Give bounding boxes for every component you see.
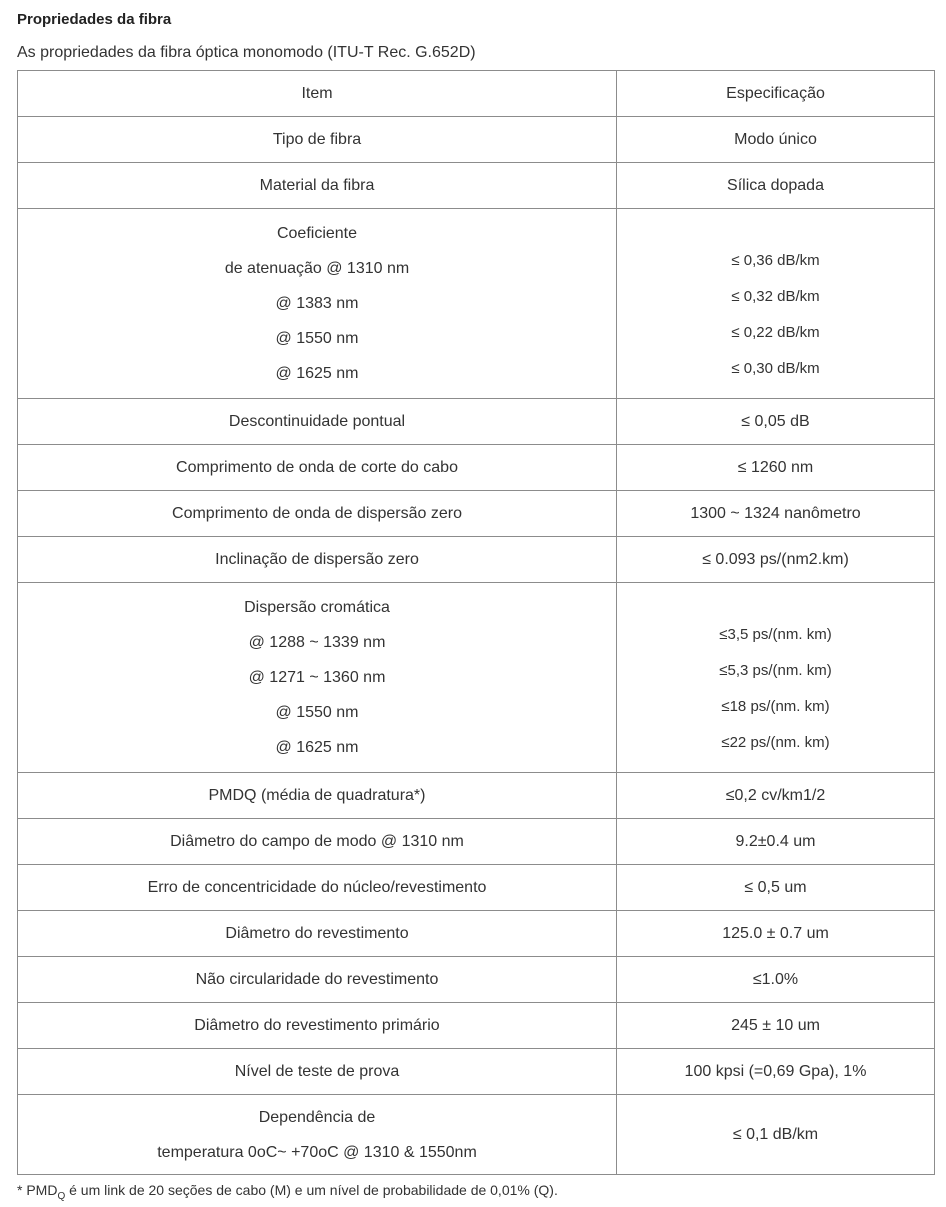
spec-line: 1300 ~ 1324 nanômetro (690, 505, 861, 522)
spec-cell (617, 537, 935, 583)
spec-line: ≤ 0,22 dB/km (731, 323, 820, 341)
spec-line: ≤ 0,05 dB (741, 413, 810, 430)
footnote-prefix: * PMD (17, 1182, 58, 1198)
table-row (18, 445, 935, 491)
item-line: Erro de concentricidade do núcleo/revestimento (147, 879, 487, 896)
item-cell (18, 957, 617, 1003)
spec-cell (617, 163, 935, 209)
item-line: Comprimento de onda de corte do cabo (176, 459, 458, 476)
item-cell (18, 819, 617, 865)
spec-line: ≤0,2 cv/km1/2 (725, 787, 826, 804)
item-line: Não circularidade do revestimento (195, 971, 439, 988)
item-cell (18, 583, 617, 773)
spec-cell (617, 911, 935, 957)
spec-line: 125.0 ± 0.7 um (722, 925, 829, 942)
item-line: Comprimento de onda de dispersão zero (172, 505, 462, 522)
spec-line: ≤ 0,32 dB/km (731, 287, 820, 305)
spec-line: ≤ 0.093 ps/(nm2.km) (702, 551, 849, 568)
header-item: Item (18, 71, 617, 117)
item-line: @ 1288 ~ 1339 nm (248, 634, 386, 651)
table-row (18, 1095, 935, 1175)
item-line: Inclinação de dispersão zero (215, 551, 419, 568)
spec-line: ≤1.0% (752, 971, 799, 988)
spec-line: ≤5,3 ps/(nm. km) (719, 661, 832, 679)
item-cell (18, 911, 617, 957)
footnote-text: é um link de 20 seções de cabo (M) e um nível de probabilidade de 0,01% (Q). (65, 1182, 558, 1198)
item-line: Diâmetro do revestimento primário (194, 1017, 440, 1034)
spec-line: 9.2±0.4 um (735, 833, 816, 850)
section-title: Propriedades da fibra (17, 11, 172, 28)
item-line: Descontinuidade pontual (228, 413, 406, 430)
item-line: @ 1550 nm (275, 704, 359, 721)
spec-cell (617, 1095, 935, 1175)
item-line: Coeficiente (276, 225, 358, 242)
spec-cell (617, 399, 935, 445)
table-row (18, 537, 935, 583)
table-row (18, 773, 935, 819)
table-row (18, 117, 935, 163)
item-line: @ 1625 nm (275, 365, 359, 382)
spec-line: Modo único (734, 131, 817, 148)
table-row (18, 957, 935, 1003)
item-cell (18, 1003, 617, 1049)
table-row (18, 819, 935, 865)
item-line: Material da fibra (259, 177, 375, 194)
item-cell (18, 865, 617, 911)
footnote (17, 1182, 558, 1202)
item-line: @ 1625 nm (275, 739, 359, 756)
table-row (18, 209, 935, 399)
spec-line: 100 kpsi (=0,69 Gpa), 1% (684, 1063, 867, 1080)
item-cell (18, 445, 617, 491)
item-line: @ 1383 nm (275, 295, 359, 312)
spec-cell (617, 117, 935, 163)
table-row (18, 583, 935, 773)
spec-cell (617, 491, 935, 537)
header-spec: Especificação (617, 71, 935, 117)
item-line: de atenuação @ 1310 nm (224, 260, 410, 277)
item-cell (18, 209, 617, 399)
table-header-row (18, 71, 935, 117)
table-row (18, 1003, 935, 1049)
item-line: Diâmetro do campo de modo @ 1310 nm (170, 833, 464, 850)
spec-line: ≤ 0,36 dB/km (731, 251, 820, 269)
item-line: @ 1550 nm (275, 330, 359, 347)
item-line: @ 1271 ~ 1360 nm (248, 669, 386, 686)
table-caption: As propriedades da fibra óptica monomodo (ITU-T Rec. G.652D) (17, 44, 476, 61)
footnote-subscript: Q (57, 1190, 66, 1202)
item-cell (18, 491, 617, 537)
spec-cell (617, 773, 935, 819)
spec-line: ≤ 0,5 um (744, 879, 807, 896)
item-line: Dependência de (258, 1108, 376, 1126)
table-row (18, 399, 935, 445)
spec-cell (617, 865, 935, 911)
spec-cell (617, 445, 935, 491)
spec-line: ≤ 1260 nm (737, 459, 814, 476)
item-cell (18, 163, 617, 209)
spec-cell (617, 957, 935, 1003)
fiber-properties-table (17, 70, 935, 1175)
item-line: Dispersão cromática (244, 599, 390, 616)
item-line: Tipo de fibra (272, 131, 362, 148)
spec-line: ≤3,5 ps/(nm. km) (719, 625, 832, 643)
item-cell (18, 1095, 617, 1175)
spec-cell (617, 209, 935, 399)
spec-cell (617, 583, 935, 773)
item-cell (18, 1049, 617, 1095)
table-row (18, 491, 935, 537)
item-cell (18, 773, 617, 819)
spec-cell (617, 819, 935, 865)
item-line: Nível de teste de prova (234, 1063, 400, 1080)
item-cell (18, 399, 617, 445)
spec-line: ≤ 0,30 dB/km (731, 359, 820, 377)
spec-line: Sílica dopada (727, 177, 824, 194)
table-row (18, 163, 935, 209)
item-line: PMDQ (média de quadratura*) (208, 787, 426, 804)
item-line: temperatura 0oC~ +70oC @ 1310 & 1550nm (157, 1143, 477, 1161)
spec-line: 245 ± 10 um (731, 1017, 820, 1034)
spec-line: ≤ 0,1 dB/km (732, 1126, 819, 1143)
table-row (18, 911, 935, 957)
table-row (18, 1049, 935, 1095)
spec-cell (617, 1003, 935, 1049)
spec-line: ≤22 ps/(nm. km) (721, 733, 830, 751)
spec-line: ≤18 ps/(nm. km) (721, 697, 830, 715)
item-cell (18, 117, 617, 163)
table-row (18, 865, 935, 911)
spec-cell (617, 1049, 935, 1095)
item-cell (18, 537, 617, 583)
item-line: Diâmetro do revestimento (225, 925, 409, 942)
